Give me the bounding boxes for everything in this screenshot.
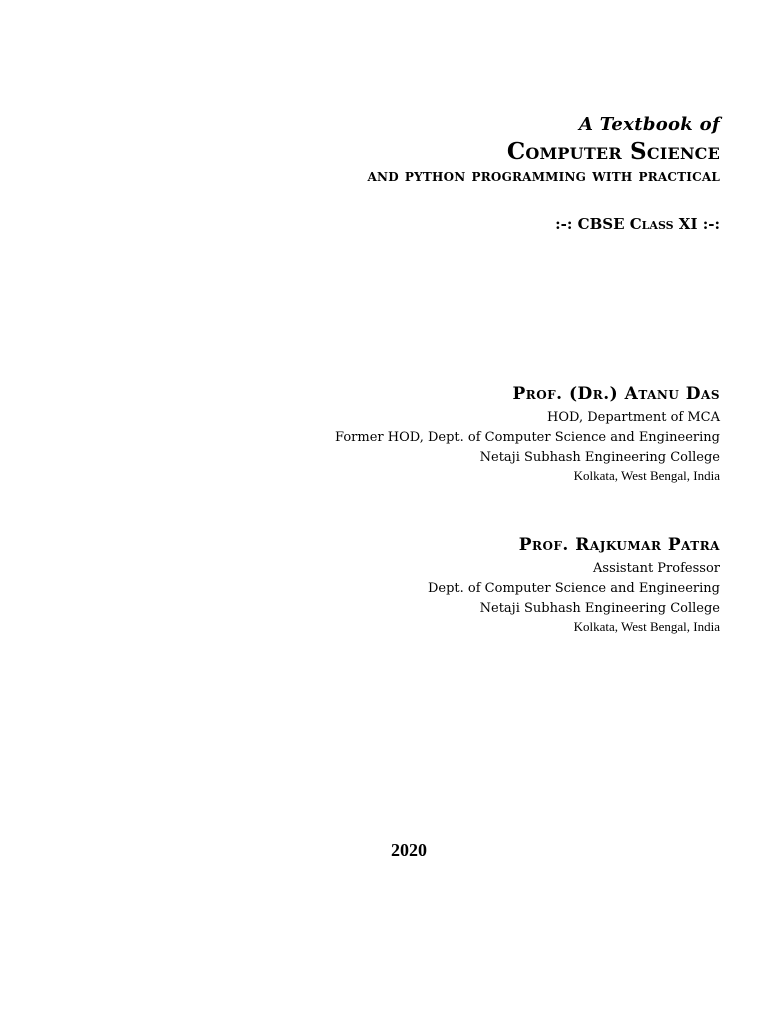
- author-affiliation-line: Former HOD, Dept. of Computer Science and Engineering: [335, 430, 720, 445]
- author-location: Kolkata, West Bengal, India: [573, 468, 720, 483]
- book-subtitle: and python programming with practical: [367, 166, 720, 186]
- author-name: Prof. Rajkumar Patra: [518, 535, 720, 555]
- author-affiliation-line: Assistant Professor: [593, 561, 720, 576]
- publication-year: 2020: [391, 840, 427, 860]
- author-affiliation-line: HOD, Department of MCA: [546, 410, 720, 425]
- class-line: :-: CBSE Class XI :-:: [555, 215, 720, 233]
- book-title: Computer Science: [506, 138, 720, 165]
- author-affiliation-line: Dept. of Computer Science and Engineering: [427, 581, 720, 596]
- author-location: Kolkata, West Bengal, India: [573, 619, 720, 634]
- author-block-2: [428, 535, 720, 634]
- author-affiliation-line: Netaji Subhash Engineering College: [479, 601, 720, 616]
- author-affiliation-line: Netaji Subhash Engineering College: [479, 450, 720, 465]
- author-block-1: [335, 384, 720, 483]
- book-prefix: A Textbook of: [578, 114, 720, 135]
- author-name: Prof. (Dr.) Atanu Das: [512, 384, 720, 404]
